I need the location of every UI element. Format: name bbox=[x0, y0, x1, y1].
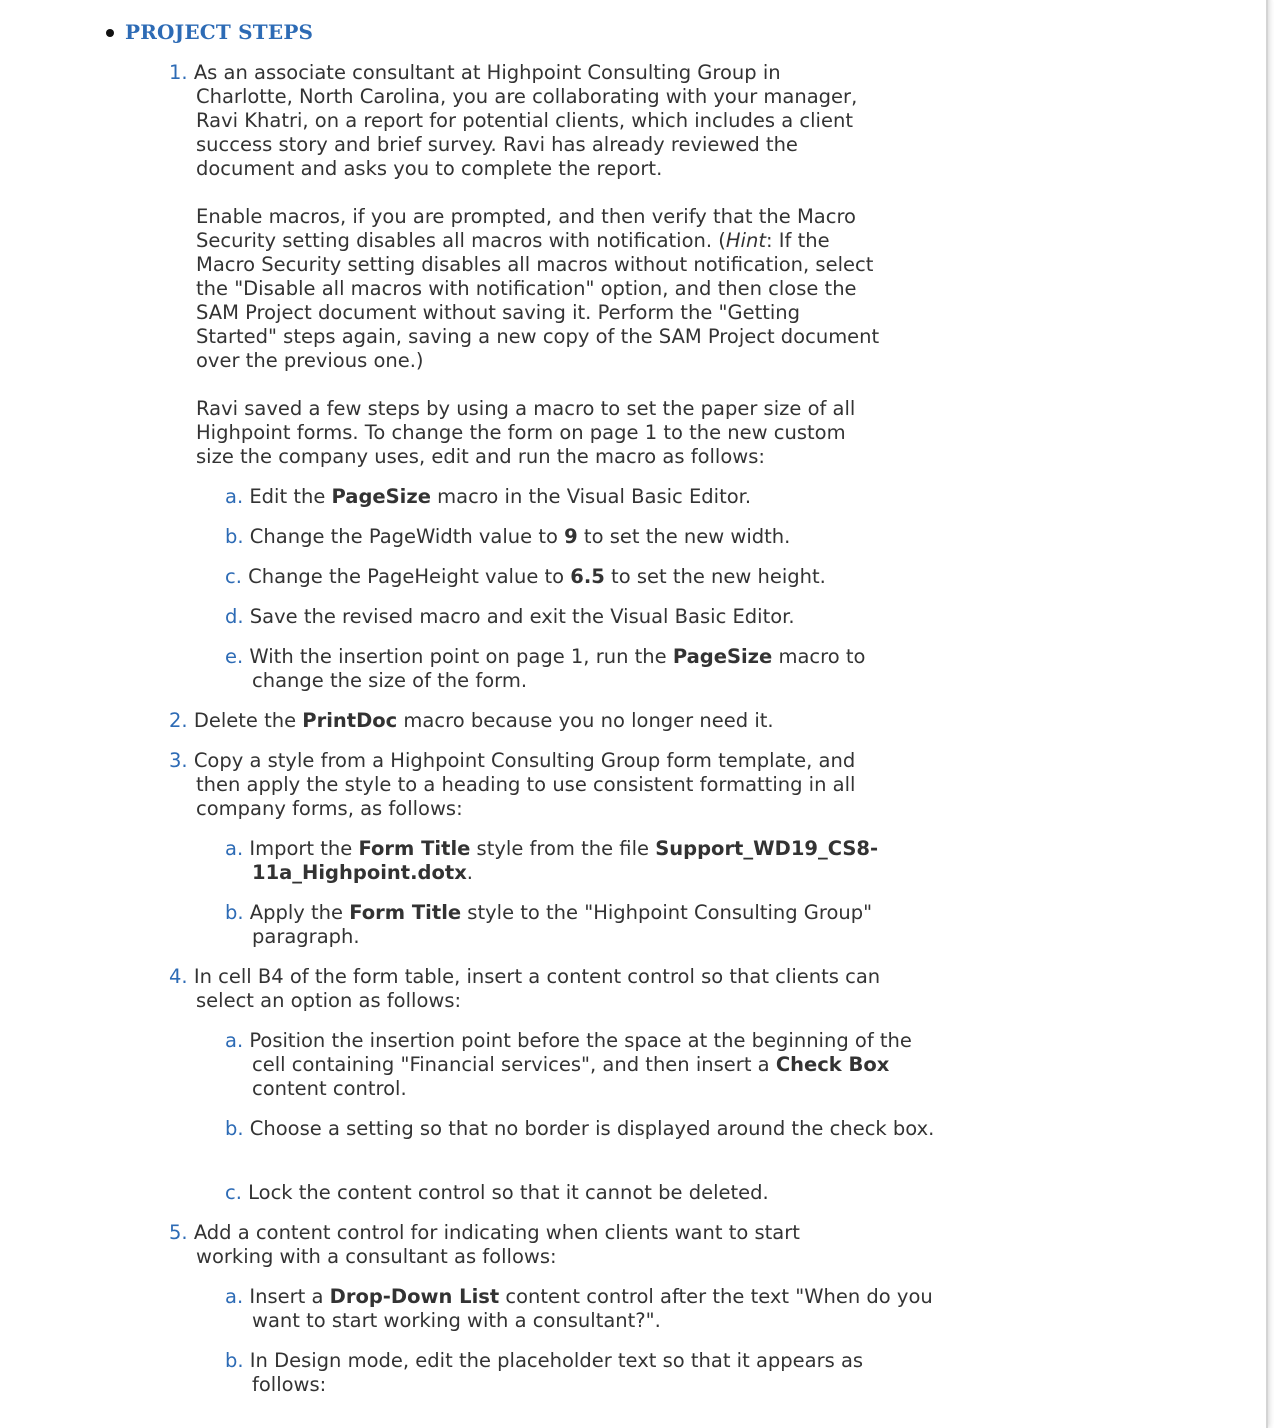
substep-1a bbox=[197, 485, 937, 509]
step-3 bbox=[142, 749, 882, 821]
step-text: In cell B4 of the form table, insert a content control so that clients can select an option as follows: bbox=[193, 965, 881, 1012]
substep-number: a. bbox=[225, 837, 244, 860]
bold-term: Form Title bbox=[349, 901, 462, 924]
substep-4a bbox=[197, 1029, 937, 1101]
step-text: : If the Macro Security setting disables all macros without notification, select the "Disable all macros with notification" option, and then close the SAM Project document without saving it. Perform the "Getting Started" steps again, saving a new copy of the SAM Project document over the previous one.) bbox=[196, 229, 880, 372]
step-text: Ravi saved a few steps by using a macro to set the paper size of all Highpoint forms. To change the form on page 1 to the new custom size the company uses, edit and run the macro as follows: bbox=[196, 397, 856, 468]
substep-text: content control. bbox=[252, 1077, 407, 1100]
substep-text: style to the "Highpoint Consulting Group" paragraph. bbox=[252, 901, 873, 948]
section-heading bbox=[106, 20, 313, 44]
step-text: As an associate consultant at Highpoint Consulting Group in Charlotte, North Carolina, you are collaborating with your manager, Ravi Khatri, on a report for potential clients, which includes a client success story and brief survey. Ravi has already reviewed the document and asks you to complete the report. bbox=[193, 61, 858, 180]
substep-number: c. bbox=[225, 565, 242, 588]
step-1-para-3 bbox=[142, 397, 882, 469]
substep-text: Apply the bbox=[249, 901, 350, 924]
section-title[interactable]: PROJECT STEPS bbox=[125, 20, 314, 44]
bold-term: Check Box bbox=[775, 1053, 890, 1076]
step-number: 3. bbox=[169, 749, 188, 772]
substep-4c bbox=[197, 1181, 937, 1205]
bold-term: Drop-Down List bbox=[329, 1285, 500, 1308]
substep-text: Change the PageWidth value to bbox=[249, 525, 565, 548]
substep-text: . bbox=[466, 861, 473, 884]
substep-number: c. bbox=[225, 1181, 242, 1204]
hint-label: Hint bbox=[725, 229, 766, 252]
substep-number: d. bbox=[225, 605, 244, 628]
substep-text: Insert a bbox=[249, 1285, 330, 1308]
substep-text: macro in the Visual Basic Editor. bbox=[430, 485, 752, 508]
substep-1e bbox=[197, 645, 937, 693]
substep-text: In Design mode, edit the placeholder text so that it appears as follows: bbox=[249, 1349, 864, 1396]
substep-1b bbox=[197, 525, 937, 549]
substep-text: content control after the text "When do you want to start working with a consultant?". bbox=[252, 1285, 933, 1332]
bold-term: PageSize bbox=[672, 645, 773, 668]
step-text: macro because you no longer need it. bbox=[397, 709, 774, 732]
step-number: 1. bbox=[169, 61, 188, 84]
bullet-icon bbox=[106, 29, 114, 37]
substep-5b bbox=[197, 1349, 937, 1397]
substep-text: to set the new width. bbox=[577, 525, 791, 548]
substep-3b bbox=[197, 901, 937, 949]
substep-number: b. bbox=[225, 901, 244, 924]
substep-text: Choose a setting so that no border is displayed around the check box. bbox=[249, 1117, 935, 1140]
step-4 bbox=[142, 965, 882, 1013]
substep-text: Edit the bbox=[249, 485, 332, 508]
substep-5a bbox=[197, 1285, 937, 1333]
step-text: Enable macros, if you are prompted, and then verify that the Macro Security setting disables all macros with notification. ( bbox=[196, 205, 856, 252]
step-text: Copy a style from a Highpoint Consulting Group form template, and then apply the style to a heading to use consistent formatting in all company forms, as follows: bbox=[193, 749, 856, 820]
step-number: 4. bbox=[169, 965, 188, 988]
step-text: Delete the bbox=[193, 709, 303, 732]
bold-term: Form Title bbox=[358, 837, 471, 860]
substep-number: b. bbox=[225, 1349, 244, 1372]
substep-text: to set the new height. bbox=[604, 565, 826, 588]
substep-1c bbox=[197, 565, 937, 589]
bold-term: 6.5 bbox=[570, 565, 605, 588]
step-number: 5. bbox=[169, 1221, 188, 1244]
step-number: 2. bbox=[169, 709, 188, 732]
step-5 bbox=[142, 1221, 882, 1269]
step-1 bbox=[142, 61, 882, 181]
substep-3a bbox=[197, 837, 937, 885]
bold-term: 9 bbox=[564, 525, 578, 548]
substep-number: b. bbox=[225, 525, 244, 548]
bold-term: PrintDoc bbox=[302, 709, 398, 732]
substep-text: With the insertion point on page 1, run the bbox=[249, 645, 673, 668]
substep-text: Position the insertion point before the space at the beginning of the cell containing "Financial services", and then insert a bbox=[249, 1029, 912, 1076]
substep-1d bbox=[197, 605, 937, 629]
substep-text: style from the file bbox=[470, 837, 656, 860]
substep-4b bbox=[197, 1117, 937, 1141]
step-2 bbox=[142, 709, 882, 733]
substep-number: a. bbox=[225, 1285, 244, 1308]
bold-term: PageSize bbox=[331, 485, 431, 508]
substep-text: macro to change the size of the form. bbox=[252, 645, 866, 692]
substep-number: e. bbox=[225, 645, 244, 668]
step-1-para-2 bbox=[142, 205, 882, 373]
substep-number: a. bbox=[225, 1029, 244, 1052]
step-text: Add a content control for indicating when clients want to start working with a consultant as follows: bbox=[193, 1221, 800, 1268]
substep-text: Import the bbox=[249, 837, 359, 860]
substep-number: b. bbox=[225, 1117, 244, 1140]
substep-text: Lock the content control so that it cannot be deleted. bbox=[248, 1181, 769, 1204]
substep-number: a. bbox=[225, 485, 244, 508]
substep-text: Save the revised macro and exit the Visual Basic Editor. bbox=[249, 605, 795, 628]
file-name: Support_WD19_CS8-11a_Highpoint.dotx bbox=[252, 837, 879, 884]
substep-text: Change the PageHeight value to bbox=[248, 565, 571, 588]
